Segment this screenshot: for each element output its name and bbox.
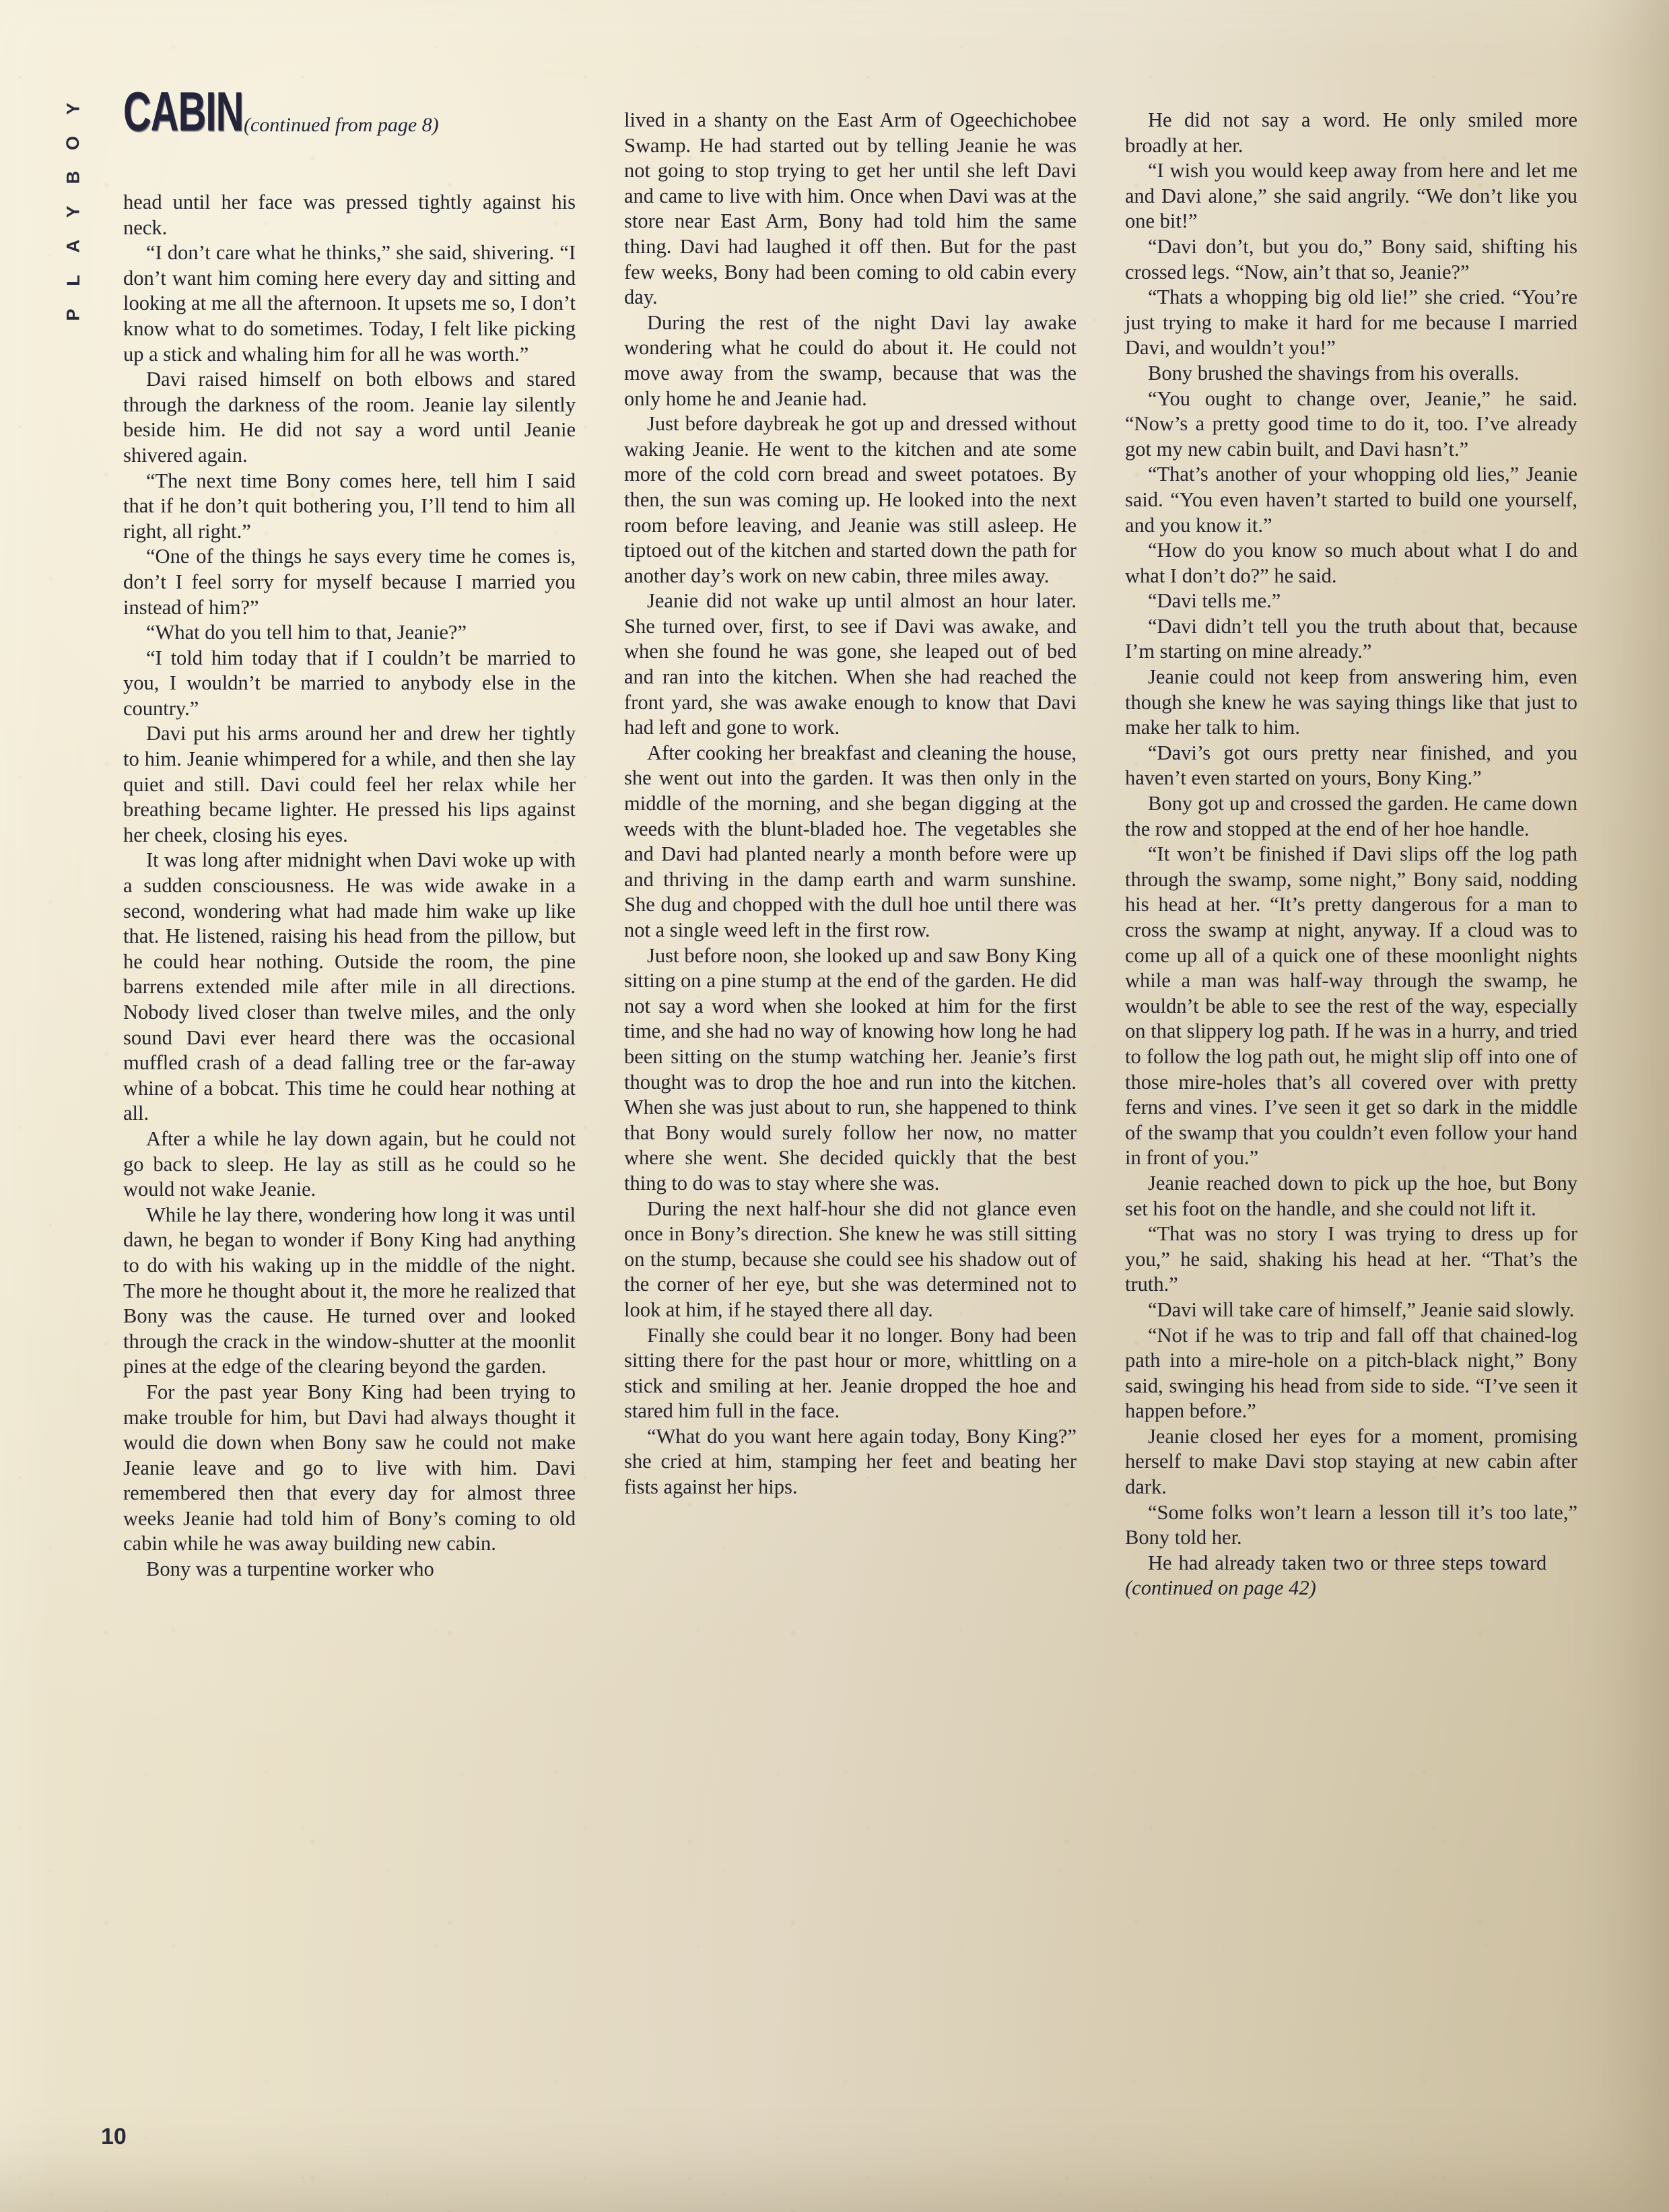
body-paragraph: “You ought to change over, Jeanie,” he said. “Now’s a pretty good time to do it, too. I’ve already got my new cabin built, and Davi hasn’t.” [1125, 387, 1577, 461]
body-paragraph: After cooking her breakfast and cleaning the house, she went out into the garden. It was then only in the middle of the morning, and she began digging at the weeds with the blunt-bladed hoe. The vegetables she and Davi had planted nearly a month before were up and thriving in the damp earth and warm sunshine. She dug and chopped with the dull hoe until there was not a single weed left in the first row. [624, 741, 1077, 941]
body-paragraph: Jeanie could not keep from answering him, even though she knew he was saying things like that just to make her talk to him. [1125, 665, 1577, 739]
masthead-letter: A [63, 239, 83, 253]
body-paragraph: Jeanie reached down to pick up the hoe, but Bony set his foot on the handle, and she could not lift it. [1125, 1171, 1577, 1220]
body-paragraph: “Thats a whopping big old lie!” she cried. “You’re just trying to make it hard for me because I married Davi, and wouldn’t you!” [1125, 286, 1577, 360]
body-paragraph: “Some folks won’t learn a lesson till it’s too late,” Bony told her. [1125, 1500, 1577, 1549]
body-paragraph: “That was no story I was trying to dress up for you,” he said, shaking his head at her. “That’s the truth.” [1125, 1222, 1577, 1296]
body-paragraph: “Davi tells me.” [1148, 589, 1281, 613]
body-paragraph: Davi raised himself on both elbows and stared through the darkness of the room. Jeanie lay silently beside him. He did not say a word until Jeanie shivered again. [123, 368, 576, 467]
body-paragraph: Bony got up and crossed the garden. He came down the row and stopped at the end of her hoe handle. [1125, 792, 1577, 840]
masthead-letter: B [63, 170, 83, 185]
body-paragraph: During the rest of the night Davi lay awake wondering what he could do about it. He could not move away from the swamp, because that was the only home he and Jeanie had. [624, 310, 1077, 410]
masthead-letter: L [63, 275, 83, 286]
body-paragraph: Just before noon, she looked up and saw Bony King sitting on a pine stump at the end of the garden. He did not say a word when she looked at him for the first time, and she had no way of knowing how long he had been sitting on the stump watching her. Jeanie’s first thought was to drop the hoe and run into the kitchen. When she was just about to run, she happened to think that Bony would surely follow her now, no matter where she went. She decided quickly that the best thing to do was to stay where she was. [624, 943, 1077, 1195]
masthead-letter: Y [63, 102, 83, 115]
body-paragraph: Just before daybreak he got up and dressed without waking Jeanie. He went to the kitchen and ate some more of the cold corn bread and sweet potatoes. By then, the sun was coming up. He looked into the next room before leaving, and Jeanie was still asleep. He tiptoed out of the kitchen and started down the path for another day’s work on new cabin, three miles away. [624, 412, 1077, 587]
text-column-3 [1125, 108, 1577, 2121]
body-paragraph: “Davi’s got ours pretty near finished, and you haven’t even started on yours, Bony King.” [1125, 741, 1577, 790]
body-paragraph: Jeanie did not wake up until almost an hour later. She turned over, first, to see if Davi was awake, and when she found he was gone, she leaped out of bed and ran into the kitchen. When she had reached the front yard, she was awake enough to know that Davi had left and gone to work. [624, 589, 1077, 739]
body-paragraph: “Not if he was to trip and fall off that chained-log path into a mire-hole on a pitch-black night,” Bony said, swinging his head from side to side. “I’ve seen it happen before.” [1125, 1323, 1577, 1423]
continued-from-label: (continued from page 8) [244, 114, 439, 136]
article-title: CABIN [123, 81, 244, 143]
text-column-2 [624, 108, 1077, 2121]
body-paragraph: He had already taken two or three steps toward (continued on page 42) [1125, 1551, 1577, 1600]
masthead-letter: O [63, 135, 83, 151]
text-column-1 [123, 190, 576, 2121]
body-paragraph: While he lay there, wondering how long it was until dawn, he began to wonder if Bony King had anything to do with his waking up in the middle of the night. The more he thought about it, the more he realized that Bony was the cause. He turned over and looked through the crack in the window-shutter at the moonlit pines at the edge of the clearing beyond the garden. [123, 1203, 576, 1378]
masthead-letter: Y [63, 205, 83, 218]
body-paragraph: “How do you know so much about what I do and what I don’t do?” he said. [1125, 539, 1577, 587]
body-paragraph: “It won’t be finished if Davi slips off the log path through the swamp, some night,” Bony said, nodding his head at her. “It’s pretty dangerous for a man to cross the swamp at night, anyway. If a cloud was to come up all of a quick one of these moonlight nights while a man was half-way through the swamp, he wouldn’t be able to see the rest of the way, especially on that slippery log path. If he was in a hurry, and tried to follow the log path out, he might slip off into one of those mire-holes that’s all covered over with pretty ferns and vines. I’ve seen it get so dark in the middle of the swamp that you couldn’t even follow your hand in front of you.” [1125, 842, 1577, 1170]
body-paragraph: During the next half-hour she did not glance even once in Bony’s direction. She knew he was still sitting on the stump, because she could see his shadow out of the corner of her eye, but she was determined not to look at him, if he stayed there all day. [624, 1197, 1077, 1321]
body-paragraph: “I wish you would keep away from here and let me and Davi alone,” she said angrily. “We don’t like you one bit!” [1125, 159, 1577, 233]
body-paragraph: “Davi don’t, but you do,” Bony said, shifting his crossed legs. “Now, ain’t that so, Jeanie?” [1125, 234, 1577, 283]
body-paragraph: “That’s another of your whopping old lies,” Jeanie said. “You even haven’t started to build one yourself, and you know it.” [1125, 463, 1577, 537]
body-paragraph: Davi put his arms around her and drew her tightly to him. Jeanie whimpered for a while, and then she lay quiet and still. Davi could feel her relax while her breathing became lighter. He pressed his lips against her cheek, closing his eyes. [123, 722, 576, 846]
body-paragraph: “What do you want here again today, Bony King?” she cried at him, stamping her feet and beating her fists against her hips. [624, 1424, 1077, 1499]
body-paragraph: “The next time Bony comes here, tell him I said that if he don’t quit bothering you, I’ll tend to him all right, all right.” [123, 469, 576, 543]
body-paragraph: Jeanie closed her eyes for a moment, promising herself to make Davi stop staying at new cabin after dark. [1125, 1424, 1577, 1499]
masthead-letter: P [63, 308, 83, 321]
body-paragraph: “Davi will take care of himself,” Jeanie said slowly. [1148, 1298, 1575, 1321]
body-paragraph: For the past year Bony King had been trying to make trouble for him, but Davi had always thought it would die down when Bony saw he could not make Jeanie leave and go to live with him. Davi remembered then that every day for almost three weeks Jeanie had told him of Bony’s coming to old cabin while he was away building new cabin. [123, 1380, 576, 1555]
body-paragraph: Finally she could bear it no longer. Bony had been sitting there for the past hour or more, whittling on a stick and smiling at her. Jeanie dropped the hoe and stared him full in the face. [624, 1323, 1077, 1423]
body-paragraph: “One of the things he says every time he comes is, don’t I feel sorry for myself because I married you instead of him?” [123, 545, 576, 619]
body-paragraph: “I told him today that if I couldn’t be married to you, I wouldn’t be married to anybody else in the country.” [123, 646, 576, 720]
body-paragraph: Bony brushed the shavings from his overalls. [1148, 361, 1520, 384]
body-paragraph: It was long after midnight when Davi woke up with a sudden consciousness. He was wide awake in a second, wondering what had made him wake up like that. He listened, raising his head from the pillow, but he could hear nothing. Outside the room, the pine barrens extended mile after mile in all directions. Nobody lived closer than twelve miles, and the only sound Davi ever heard there was the occasional muffled crash of a dead falling tree or the far-away whine of a bobcat. This time he could hear nothing at all. [123, 848, 576, 1125]
continued-on-label: (continued on page 42) [1125, 1551, 1577, 1600]
body-paragraph: “I don’t care what he thinks,” she said, shivering. “I don’t want him coming here every day and sitting and looking at me all the afternoon. It upsets me so, I don’t know what to do sometimes. Today, I felt like picking up a stick and whaling him for all he was worth.” [123, 241, 576, 366]
playboy-vertical-masthead [58, 100, 89, 324]
body-paragraph: After a while he lay down again, but he could not go back to sleep. He lay as still as he could so he would not wake Jeanie. [123, 1127, 576, 1201]
body-paragraph: lived in a shanty on the East Arm of Ogeechichobee Swamp. He had started out by telling Jeanie he was not going to stop trying to get her until she left Davi and came to live with him. Once when Davi was at the store near East Arm, Bony had told him the same thing. Davi had laughed it off then. But for the past few weeks, Bony had been coming to old cabin every day. [624, 108, 1077, 309]
body-paragraph: “Davi didn’t tell you the truth about that, because I’m starting on mine already.” [1125, 614, 1577, 663]
body-paragraph: head until her face was pressed tightly against his neck. [123, 191, 576, 239]
page-number: 10 [101, 2124, 127, 2149]
article-body [123, 108, 1577, 2121]
body-paragraph: Bony was a turpentine worker who [146, 1557, 434, 1581]
body-paragraph: “What do you tell him to that, Jeanie?” [146, 621, 467, 644]
body-paragraph: He did not say a word. He only smiled more broadly at her. [1125, 108, 1577, 157]
